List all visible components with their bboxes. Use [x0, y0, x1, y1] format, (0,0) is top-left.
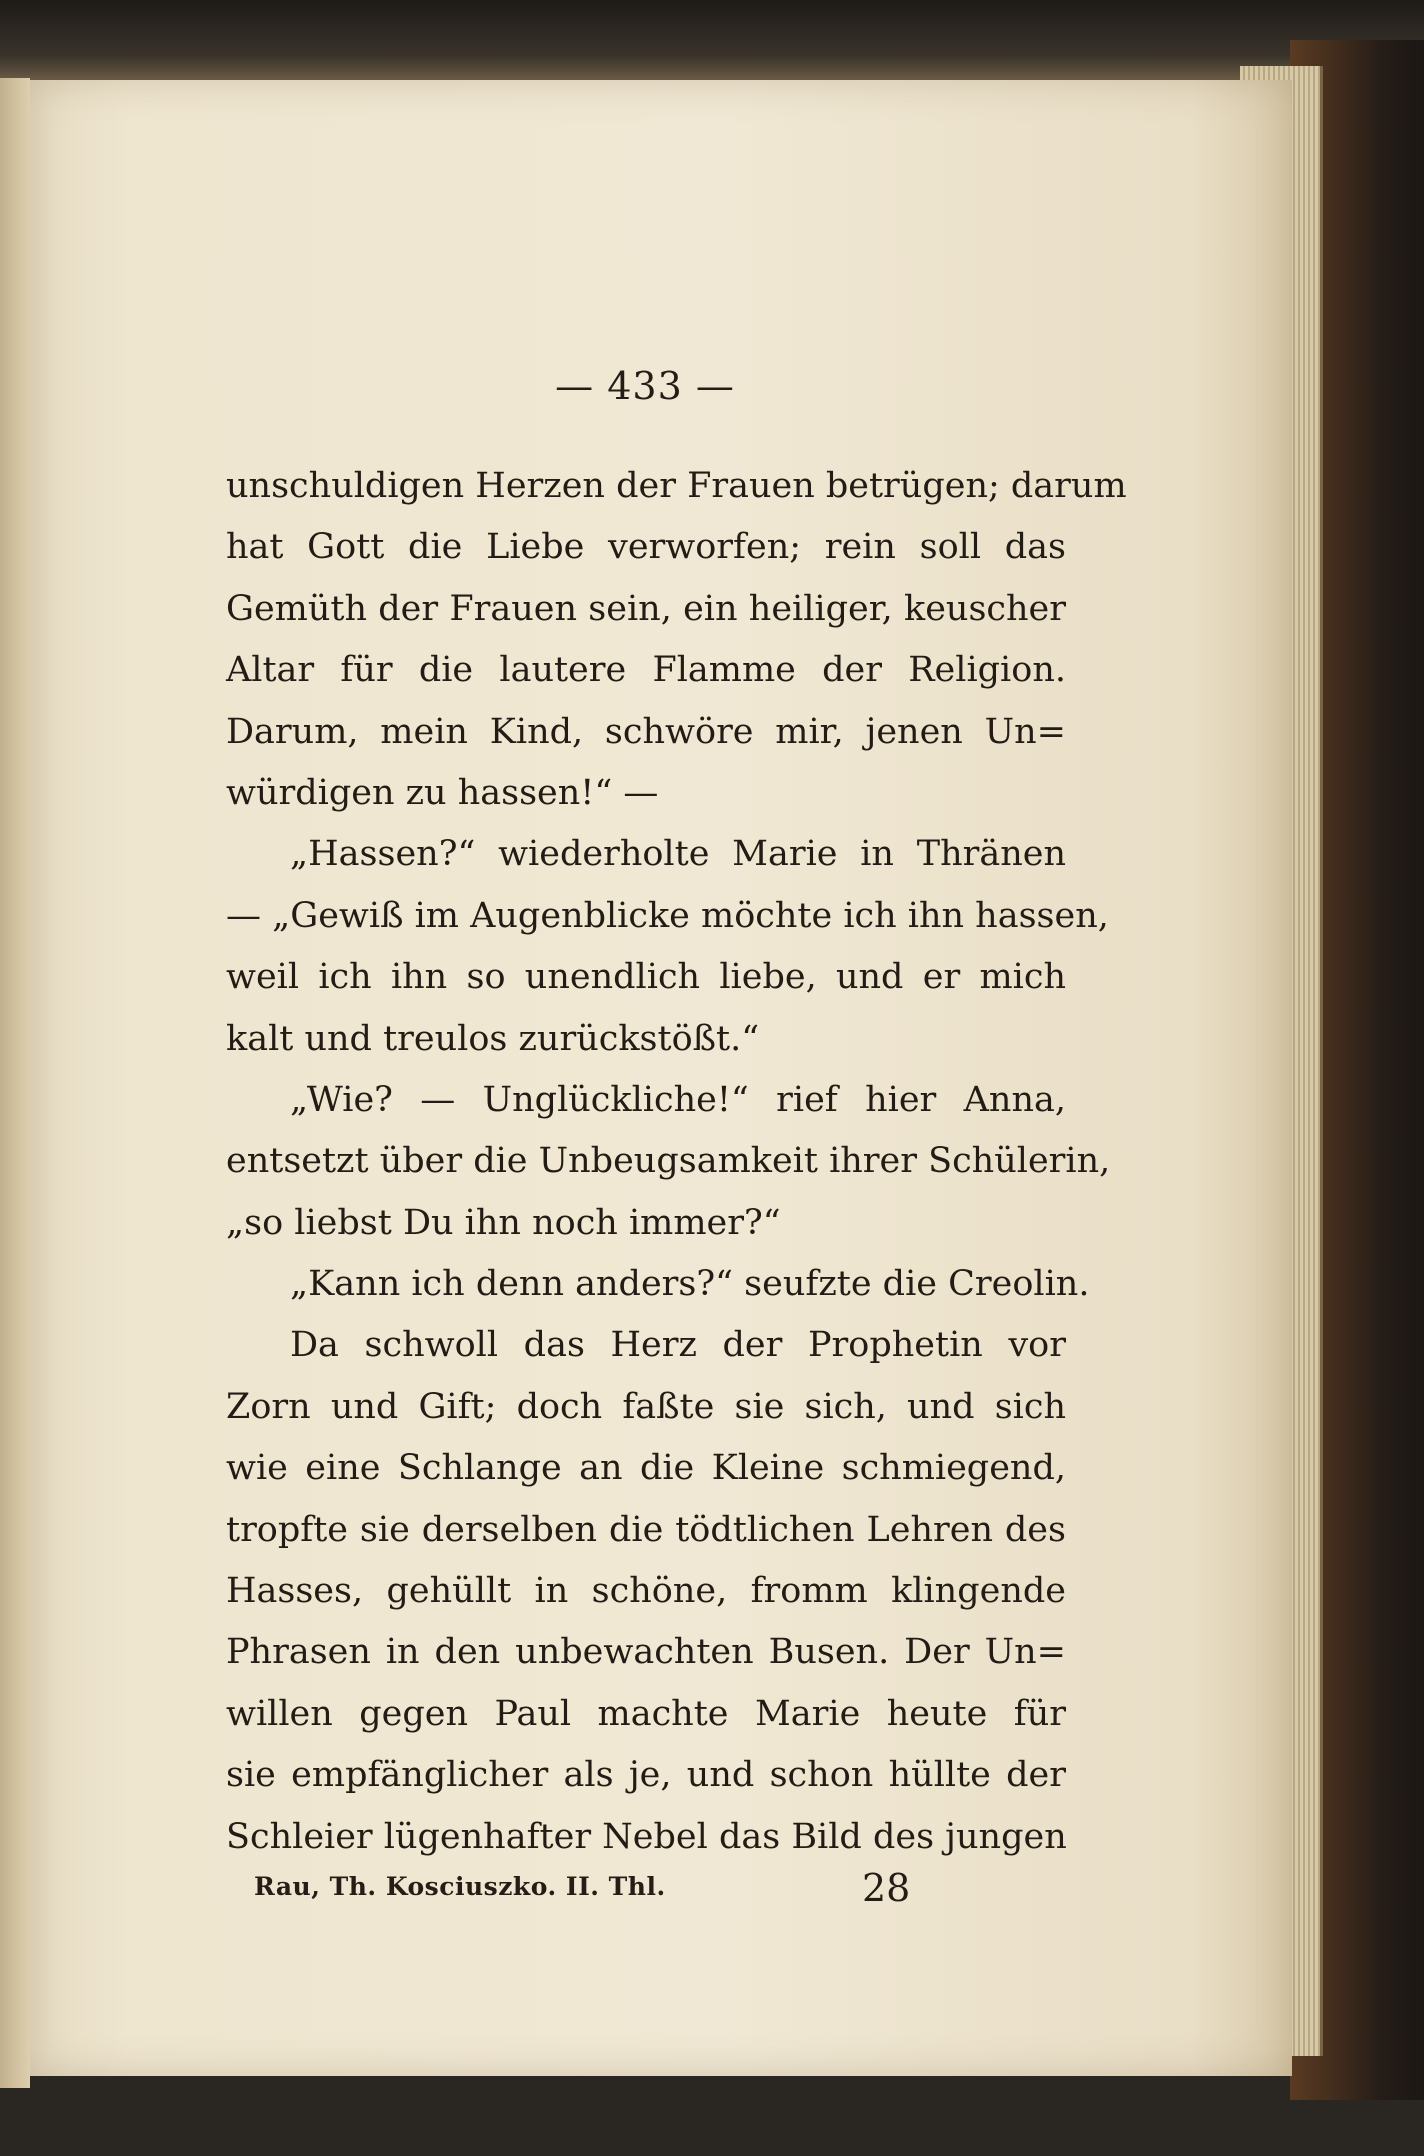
text-line: weil ich ihn so unendlich liebe, und er mich: [226, 957, 1066, 998]
text-line: willen gegen Paul machte Marie heute für: [226, 1693, 1066, 1734]
text-line: Phrasen in den unbewachten Busen. Der Un=: [226, 1632, 1066, 1673]
text-line: kalt und treulos zurückstößt.“: [226, 1018, 760, 1059]
text-line: „Hassen?“ wiederholte Marie in Thränen: [290, 834, 1066, 875]
text-line: Darum, mein Kind, schwöre mir, jenen Un=: [226, 711, 1066, 752]
book-top-edge: [0, 0, 1424, 80]
text-line: hat Gott die Liebe verworfen; rein soll das: [226, 527, 1066, 568]
text-line: würdigen zu hassen!“ —: [226, 772, 659, 813]
book-page: [30, 80, 1292, 2076]
text-line: Zorn und Gift; doch faßte sie sich, und sich: [226, 1386, 1066, 1427]
text-line: Da schwoll das Herz der Prophetin vor: [290, 1325, 1066, 1366]
body-text: [226, 456, 1127, 1868]
text-line: wie eine Schlange an die Kleine schmiegend,: [226, 1448, 1066, 1489]
text-line: tropfte sie derselben die tödtlichen Lehren des: [226, 1509, 1066, 1550]
text-line: „Wie? — Unglückliche!“ rief hier Anna,: [290, 1079, 1066, 1120]
text-line: Hasses, gehüllt in schöne, fromm klingende: [226, 1571, 1066, 1612]
sheet-number: 28: [862, 1866, 911, 1910]
facing-page-edge: [0, 78, 30, 2088]
page-number: — 433 —: [555, 364, 735, 408]
text-line: Gemüth der Frauen sein, ein heiliger, keuscher: [226, 588, 1066, 629]
text-line: „Kann ich denn anders?“ seufzte die Creolin.: [290, 1264, 1090, 1305]
text-line: Altar für die lautere Flamme der Religion.: [226, 650, 1066, 691]
text-line: unschuldigen Herzen der Frauen betrügen; darum: [226, 466, 1127, 506]
text-line: sie empfänglicher als je, und schon hüllte der: [226, 1755, 1066, 1796]
text-line: — „Gewiß im Augenblicke möchte ich ihn hassen,: [226, 895, 1109, 936]
text-line: entsetzt über die Unbeugsamkeit ihrer Schülerin,: [226, 1141, 1111, 1182]
footer-signature: Rau, Th. Kosciuszko. II. Thl.: [254, 1872, 666, 1901]
text-line: „so liebst Du ihn noch immer?“: [226, 1202, 781, 1243]
text-line: Schleier lügenhafter Nebel das Bild des jungen: [226, 1816, 1067, 1857]
